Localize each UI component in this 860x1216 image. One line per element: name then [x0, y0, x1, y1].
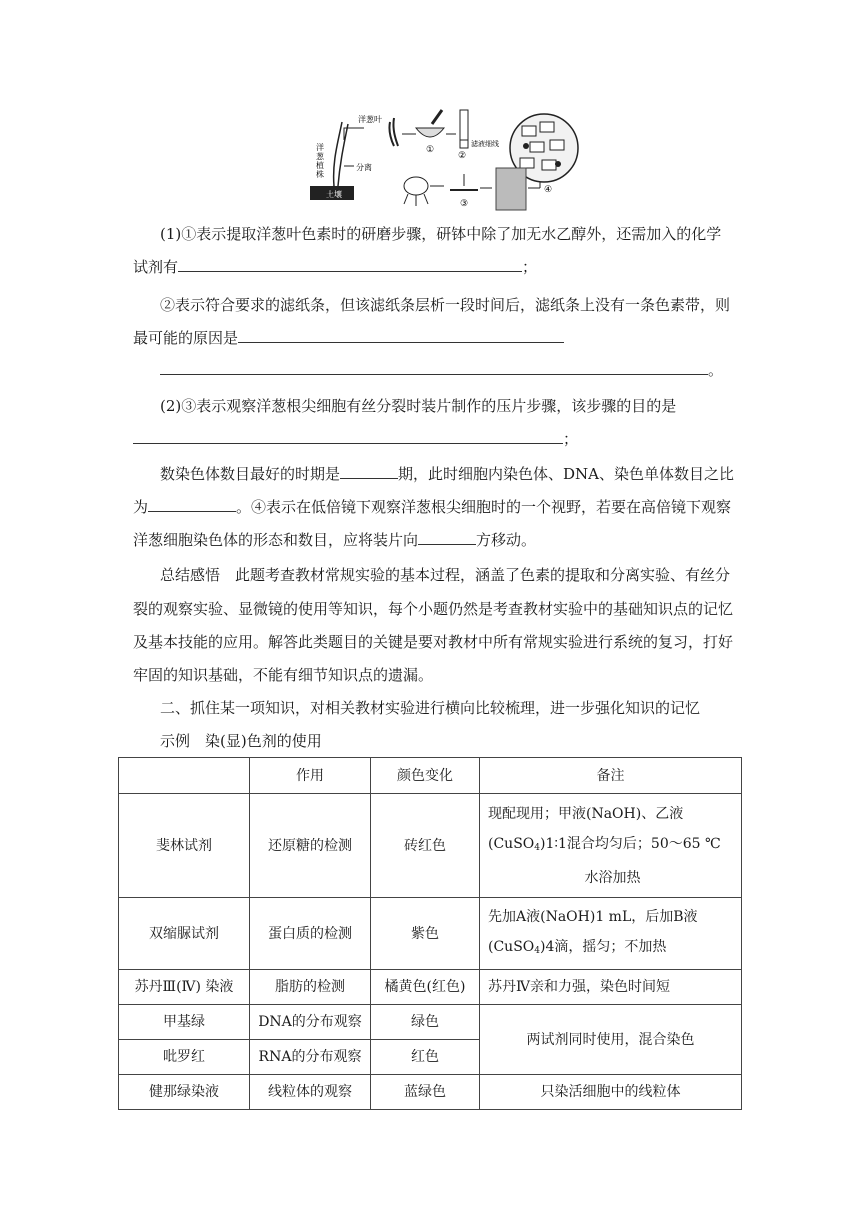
q2-line3-a: 数染色体数目最好的时期是 — [160, 465, 341, 483]
answer-blank-reagent — [178, 257, 522, 272]
q2-line2-suffix: ； — [563, 430, 579, 448]
q1-line3: ②表示符合要求的滤纸条，但该滤纸条层析一段时间后，滤纸条上没有一条色素带，则 — [160, 296, 731, 314]
q1-line2-prefix: 试剂有 — [133, 258, 179, 276]
note-line: 水浴加热 — [584, 869, 641, 886]
answer-blank-purpose — [133, 429, 563, 444]
q2-line4-b: 。④表示在低倍镜下观察洋葱根尖细胞时的一个视野，若要在高倍镜下观察 — [236, 498, 732, 516]
microscope-image — [496, 168, 526, 210]
plant-label: 洋葱植株 — [316, 143, 324, 179]
reagent-note: 两试剂同时使用，混合染色 — [480, 1005, 742, 1075]
summary-line4: 牢固的知识基础，不能有细节知识点的遗漏。 — [133, 666, 434, 684]
table-header-color: 颜色变化 — [371, 758, 480, 794]
reagent-name: 健那绿染液 — [119, 1075, 250, 1110]
reagent-name: 苏丹Ⅲ(Ⅳ) 染液 — [119, 970, 250, 1005]
table-row — [119, 970, 742, 1005]
reagent-color: 橘黄色(红色) — [371, 970, 480, 1005]
experiment-diagram — [308, 102, 580, 218]
filter-line-label: 滤液细线 — [471, 141, 499, 148]
dye-table — [118, 757, 742, 1110]
table-header-note: 备注 — [480, 758, 742, 794]
separate-label: 分离 — [356, 163, 372, 172]
reagent-name: 双缩脲试剂 — [119, 898, 250, 970]
answer-blank-direction — [418, 530, 476, 545]
q2-line4-a: 为 — [133, 498, 149, 516]
q2-line3 — [160, 464, 734, 484]
reagent-name: 斐林试剂 — [119, 794, 250, 898]
leaf-label: 洋葱叶 — [358, 115, 382, 124]
reagent-note — [480, 794, 742, 898]
step1-label: ① — [426, 145, 435, 155]
answer-blank-reason — [238, 328, 564, 343]
section2-example: 示例 染(显)色剂的使用 — [160, 732, 322, 750]
q1-line5 — [160, 360, 723, 380]
summary-line3: 及基本技能的应用。解答此类题目的关键是要对教材中所有常规实验进行系统的复习，打好 — [133, 633, 734, 651]
q2-line1: (2)③表示观察洋葱根尖细胞有丝分裂时装片制作的压片步骤，该步骤的目的是 — [160, 397, 677, 415]
answer-blank-reason-cont — [160, 360, 708, 375]
reagent-note: 苏丹Ⅳ亲和力强，染色时间短 — [480, 970, 742, 1005]
q1-line1: (1)①表示提取洋葱叶色素时的研磨步骤，研钵中除了加无水乙醇外，还需加入的化学 — [160, 225, 722, 243]
answer-blank-ratio — [148, 497, 236, 512]
reagent-use: DNA的分布观察 — [250, 1005, 371, 1040]
reagent-use: 线粒体的观察 — [250, 1075, 371, 1110]
section2-heading: 二、抓住某一项知识，对相关教材实验进行横向比较梳理，进一步强化知识的记忆 — [160, 699, 701, 717]
q1-line4-prefix: 最可能的原因是 — [133, 329, 239, 347]
reagent-use: RNA的分布观察 — [250, 1040, 371, 1075]
answer-blank-phase — [340, 464, 398, 479]
reagent-use: 蛋白质的检测 — [250, 898, 371, 970]
step4-label: ④ — [544, 185, 553, 195]
q2-line3-b: 期，此时细胞内染色体、DNA、染色单体数目之比 — [398, 465, 735, 483]
step3-label: ③ — [460, 199, 469, 209]
q2-line2 — [133, 429, 578, 449]
table-row — [119, 794, 742, 898]
soil-label: 土壤 — [326, 190, 342, 199]
note-line: (CuSO$_4$)4滴，摇匀；不加热 — [488, 938, 667, 956]
q1-line5-suffix: 。 — [708, 361, 724, 379]
summary-line1: 总结感悟 此题考查教材常规实验的基本过程，涵盖了色素的提取和分离实验、有丝分 — [160, 566, 731, 584]
note-line: (CuSO$_4$)1∶1混合均匀后；50～65 ℃ — [488, 835, 721, 853]
reagent-note: 只染活细胞中的线粒体 — [480, 1075, 742, 1110]
reagent-color: 红色 — [371, 1040, 480, 1075]
reagent-note — [480, 898, 742, 970]
table-header-use: 作用 — [250, 758, 371, 794]
q1-line4 — [133, 328, 564, 348]
table-row — [119, 1005, 742, 1040]
table-header-empty — [119, 758, 250, 794]
note-line: 现配现用；甲液(NaOH)、乙液 — [488, 805, 684, 822]
q2-line4 — [133, 497, 731, 517]
reagent-color: 砖红色 — [371, 794, 480, 898]
table-header-row — [119, 758, 742, 794]
table-row — [119, 898, 742, 970]
reagent-name: 吡罗红 — [119, 1040, 250, 1075]
q2-line5 — [133, 530, 536, 550]
reagent-name: 甲基绿 — [119, 1005, 250, 1040]
step2-label: ② — [458, 151, 467, 161]
reagent-color: 紫色 — [371, 898, 480, 970]
reagent-use: 还原糖的检测 — [250, 794, 371, 898]
q2-line5-a: 洋葱细胞染色体的形态和数目，应将装片向 — [133, 531, 419, 549]
summary-line2: 裂的观察实验、显微镜的使用等知识，每个小题仍然是考查教材实验中的基础知识点的记忆 — [133, 600, 734, 618]
note-line: 先加A液(NaOH)1 mL，后加B液 — [488, 908, 698, 925]
reagent-color: 蓝绿色 — [371, 1075, 480, 1110]
reagent-color: 绿色 — [371, 1005, 480, 1040]
q1-line2 — [133, 257, 537, 277]
q1-line2-suffix: ； — [522, 258, 538, 276]
reagent-use: 脂肪的检测 — [250, 970, 371, 1005]
table-row — [119, 1075, 742, 1110]
q2-line5-b: 方移动。 — [476, 531, 537, 549]
